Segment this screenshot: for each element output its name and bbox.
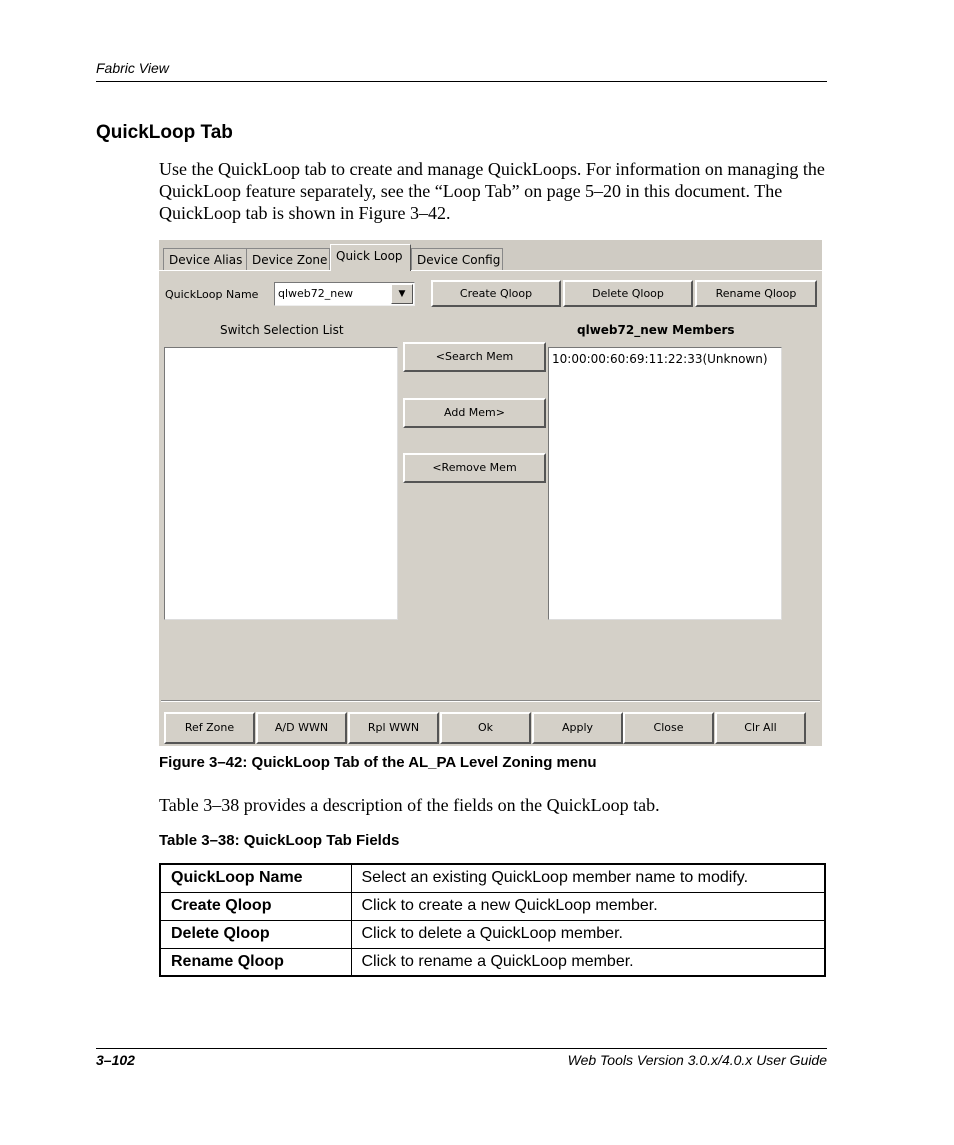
create-qloop-button[interactable]: Create Qloop — [431, 280, 561, 307]
table-term: Delete Qloop — [160, 920, 351, 948]
search-mem-button[interactable]: <Search Mem — [403, 342, 546, 372]
switch-selection-list[interactable] — [164, 347, 398, 620]
table-description: Click to rename a QuickLoop member. — [351, 948, 825, 976]
add-mem-button[interactable]: Add Mem> — [403, 398, 546, 428]
table-row — [160, 948, 825, 976]
remove-mem-button[interactable]: <Remove Mem — [403, 453, 546, 483]
delete-qloop-button[interactable]: Delete Qloop — [563, 280, 693, 307]
tab-quick-loop[interactable]: Quick Loop — [330, 244, 411, 271]
header-rule — [96, 81, 827, 82]
figure-caption: Figure 3–42: QuickLoop Tab of the AL_PA Level Zoning menu — [159, 754, 597, 771]
intro-paragraph: Use the QuickLoop tab to create and manage QuickLoops. For information on managing the QuickLoop feature separately, see the “Loop Tab” on page 5–20 in this document. The QuickLoop tab is shown in Figure 3–42. — [159, 159, 825, 223]
members-list[interactable] — [548, 347, 782, 620]
members-label: qlweb72_new Members — [577, 323, 735, 337]
quickloop-fields-table — [159, 863, 826, 977]
tab-baseline — [159, 270, 822, 271]
switch-selection-list-label: Switch Selection List — [220, 323, 344, 337]
table-term: QuickLoop Name — [160, 864, 351, 892]
chevron-down-icon[interactable]: ▼ — [391, 284, 413, 304]
tab-device-zone[interactable]: Device Zone — [246, 248, 330, 270]
tab-device-config[interactable]: Device Config — [411, 248, 503, 270]
table-row — [160, 864, 825, 892]
bottom-separator — [161, 700, 820, 702]
quickloop-name-select[interactable] — [274, 282, 415, 306]
page-number: 3–102 — [96, 1052, 135, 1068]
quickloop-name-label: QuickLoop Name — [165, 288, 259, 301]
rpl-wwn-button[interactable]: Rpl WWN — [348, 712, 439, 744]
list-item[interactable]: 10:00:00:60:69:11:22:33(Unknown) — [552, 352, 768, 366]
ref-zone-button[interactable]: Ref Zone — [164, 712, 255, 744]
tab-device-alias[interactable]: Device Alias — [163, 248, 247, 270]
close-button[interactable]: Close — [623, 712, 714, 744]
table-term: Rename Qloop — [160, 948, 351, 976]
ok-button[interactable]: Ok — [440, 712, 531, 744]
table-caption: Table 3–38: QuickLoop Tab Fields — [159, 832, 400, 849]
rename-qloop-button[interactable]: Rename Qloop — [695, 280, 817, 307]
footer-rule — [96, 1048, 827, 1049]
running-header: Fabric View — [96, 60, 169, 76]
table-description: Click to create a new QuickLoop member. — [351, 892, 825, 920]
clr-all-button[interactable]: Clr All — [715, 712, 806, 744]
table-description: Select an existing QuickLoop member name to modify. — [351, 864, 825, 892]
table-row — [160, 892, 825, 920]
section-title: QuickLoop Tab — [96, 122, 233, 143]
book-title: Web Tools Version 3.0.x/4.0.x User Guide — [567, 1052, 827, 1068]
table-row — [160, 920, 825, 948]
table-term: Create Qloop — [160, 892, 351, 920]
ad-wwn-button[interactable]: A/D WWN — [256, 712, 347, 744]
quickloop-screenshot — [159, 240, 822, 746]
table-intro-paragraph: Table 3–38 provides a description of the fields on the QuickLoop tab. — [159, 795, 660, 815]
quickloop-name-value: qlweb72_new — [278, 287, 354, 300]
apply-button[interactable]: Apply — [532, 712, 623, 744]
table-description: Click to delete a QuickLoop member. — [351, 920, 825, 948]
